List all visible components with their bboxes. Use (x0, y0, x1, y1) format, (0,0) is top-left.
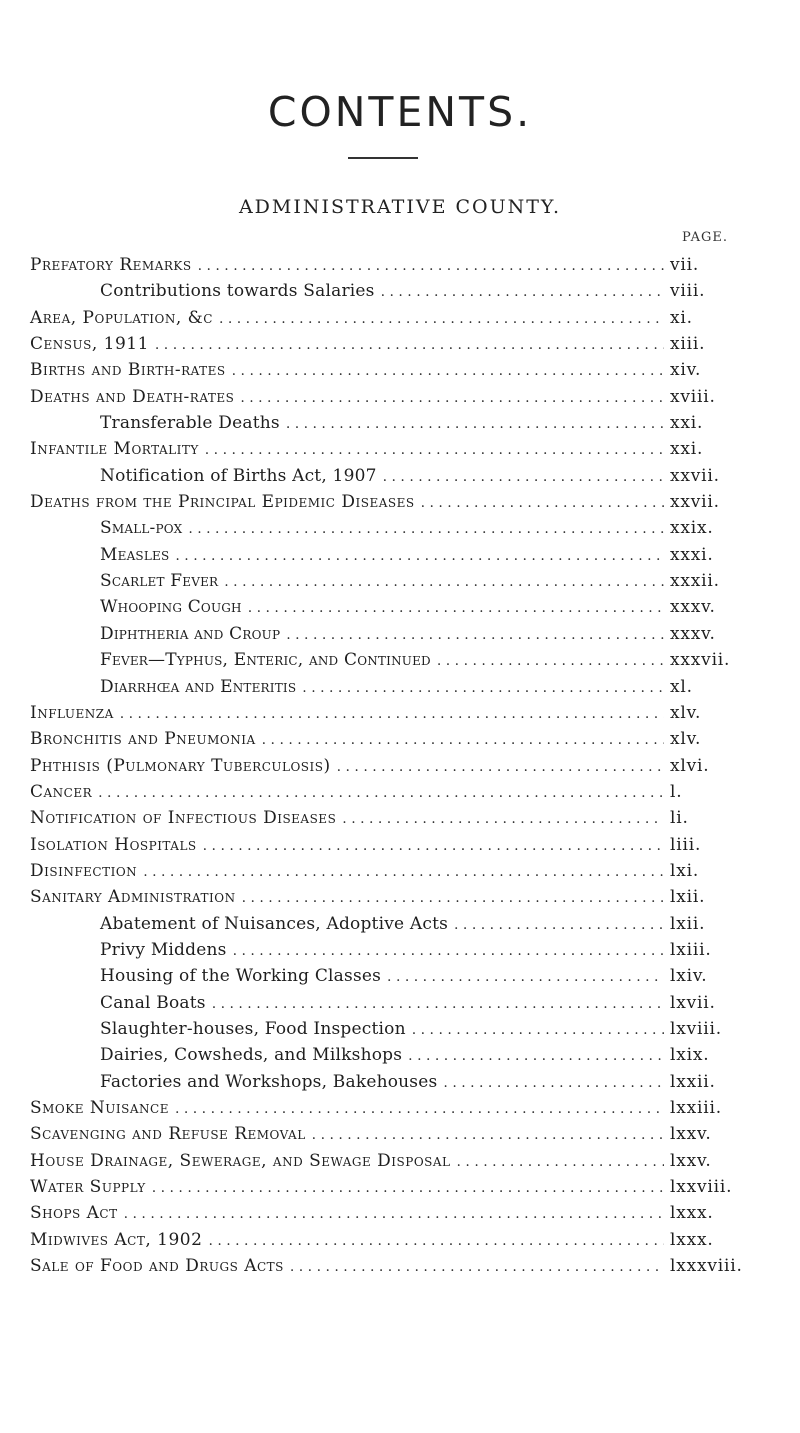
toc-entry-label: Notification of Births Act, 1907 (100, 465, 377, 486)
toc-entry-page: lxii. (670, 887, 706, 908)
dot-leader (224, 569, 664, 595)
toc-entry-page: xxi. (670, 413, 704, 434)
dot-leader (205, 437, 664, 463)
toc-entry-page: xxxii. (670, 571, 720, 592)
dot-leader (203, 833, 664, 859)
toc-entry-label: Infantile Mortality (30, 439, 199, 460)
dot-leader (437, 648, 664, 674)
toc-entry (30, 1200, 770, 1226)
toc-entry-label: Diarrhœa and Enteritis (100, 676, 297, 697)
toc-entry-page: viii. (670, 281, 706, 302)
toc-entry-page: liii. (670, 834, 702, 855)
dot-leader (454, 912, 664, 938)
toc-entry-page: lxiii. (670, 939, 712, 960)
toc-entry-page: xxxv. (670, 623, 716, 644)
toc-entry-page: l. (670, 781, 683, 802)
dot-leader (421, 490, 664, 516)
toc-entry (30, 305, 770, 331)
dot-leader (175, 1096, 664, 1122)
toc-entry (30, 805, 770, 831)
dot-leader (232, 358, 664, 384)
dot-leader (408, 1043, 664, 1069)
toc-entry (30, 1148, 770, 1174)
toc-entry (30, 700, 770, 726)
toc-entry-label: Small-pox (100, 518, 183, 539)
toc-entry-page: xxi. (670, 439, 704, 460)
dot-leader (219, 306, 664, 332)
toc-entry-label: Bronchitis and Pneumonia (30, 729, 256, 750)
toc-entry-page: li. (670, 808, 689, 829)
toc-entry-page: lxxx. (670, 1203, 714, 1224)
toc-entry-page: xiii. (670, 334, 706, 355)
toc-entry-label: Diphtheria and Croup (100, 623, 281, 644)
toc-entry-label: Deaths and Death-rates (30, 386, 235, 407)
toc-entry-page: xxxi. (670, 544, 714, 565)
toc-entry (30, 858, 770, 884)
dot-leader (286, 411, 664, 437)
toc-entry (30, 1095, 770, 1121)
toc-entry (30, 1253, 770, 1279)
toc-entry (30, 884, 770, 910)
dot-leader (124, 1201, 664, 1227)
toc-entry (30, 436, 770, 462)
toc-entry (30, 726, 770, 752)
dot-leader (342, 806, 664, 832)
toc-entry (30, 357, 770, 383)
toc-entry-label: Prefatory Remarks (30, 255, 192, 275)
dot-leader (248, 595, 664, 621)
toc-entry-page: lxii. (670, 913, 706, 934)
toc-entry-page: xlvi. (670, 755, 710, 776)
toc-entry (30, 542, 770, 568)
dot-leader (98, 780, 664, 806)
toc-entry-page: lxxxviii. (670, 1256, 743, 1277)
toc-entry-label: Transferable Deaths (100, 413, 280, 434)
toc-entry-label: Slaughter-houses, Food Inspection (100, 1018, 406, 1039)
toc-entry-label: Isolation Hospitals (30, 834, 197, 855)
toc-entry (30, 515, 770, 541)
toc-entry (30, 1016, 770, 1042)
toc-entry-label: House Drainage, Sewerage, and Sewage Disposal (30, 1150, 451, 1171)
toc-entry-page: xxvii. (670, 492, 720, 513)
toc-entry-page: xi. (670, 307, 693, 328)
dot-leader (198, 253, 664, 279)
dot-leader (381, 279, 664, 305)
toc-entry-label: Sanitary Administration (30, 887, 236, 908)
dot-leader (262, 727, 664, 753)
toc-entry-page: xviii. (670, 386, 716, 407)
toc-entry-label: Water Supply (30, 1177, 146, 1198)
toc-entry-label: Disinfection (30, 860, 138, 881)
toc-entry (30, 489, 770, 515)
dot-leader (290, 1254, 664, 1280)
toc-entry (30, 832, 770, 858)
dot-leader (188, 516, 664, 542)
dot-leader (302, 675, 664, 701)
toc-entry-page: xl. (670, 676, 693, 697)
toc-entry-page: lxvii. (670, 992, 716, 1013)
toc-entry-label: Scavenging and Refuse Removal (30, 1124, 306, 1145)
toc-entry-label: Whooping Cough (100, 597, 242, 618)
toc-entry-label: Area, Population, &c (30, 307, 213, 328)
toc-entry-label: Deaths from the Principal Epidemic Diseases (30, 492, 415, 513)
toc-entry-label: Census, 1911 (30, 334, 149, 355)
toc-entry (30, 753, 770, 779)
toc-entry-page: xxvii. (670, 465, 720, 486)
toc-entry-label: Measles (100, 544, 170, 565)
toc-entry-page: lxxv. (670, 1124, 712, 1145)
toc-entry (30, 990, 770, 1016)
dot-leader (457, 1149, 664, 1175)
toc-entry-label: Shops Act (30, 1203, 118, 1224)
toc-entry-label: Privy Middens (100, 939, 227, 960)
toc-entry-label: Factories and Workshops, Bakehouses (100, 1071, 438, 1092)
dot-leader (286, 622, 664, 648)
toc-entry (30, 1174, 770, 1200)
toc-entry (30, 463, 770, 489)
dot-leader (412, 1017, 664, 1043)
toc-entry-label: Scarlet Fever (100, 571, 219, 592)
toc-entry-label: Housing of the Working Classes (100, 966, 382, 987)
toc-entry (30, 1069, 770, 1095)
section-heading: ADMINISTRATIVE COUNTY. (238, 196, 562, 218)
dot-leader (383, 464, 664, 490)
toc-entry-page: xlv. (670, 729, 702, 750)
toc-entry-page: xiv. (670, 360, 702, 381)
toc-entry-label: Phthisis (Pulmonary Tuberculosis) (30, 755, 331, 776)
toc-entry-page: lxi. (670, 860, 700, 881)
page-column-header: PAGE. (682, 230, 728, 245)
toc-entry (30, 621, 770, 647)
page-title: CONTENTS. (267, 88, 533, 136)
toc-entry (30, 1227, 770, 1253)
dot-leader (312, 1122, 664, 1148)
toc-entry-page: lxxiii. (670, 1098, 722, 1118)
toc-entry-page: lxxx. (670, 1229, 714, 1250)
title-divider (348, 157, 418, 159)
toc-entry-label: Canal Boats (100, 992, 206, 1013)
dot-leader (443, 1070, 664, 1096)
toc-entry-page: lxxviii. (670, 1177, 733, 1198)
toc-entry-page: lxxii. (670, 1071, 716, 1092)
toc-entry-label: Contributions towards Salaries (100, 281, 375, 302)
toc-entry (30, 1121, 770, 1147)
toc-entry-page: xxxv. (670, 597, 716, 618)
toc-entry-label: Cancer (30, 781, 93, 802)
dot-leader (233, 938, 664, 964)
dot-leader (337, 754, 664, 780)
toc-entry-page: lxviii. (670, 1018, 722, 1039)
toc-entry-label: Smoke Nuisance (30, 1098, 169, 1118)
toc-entry (30, 911, 770, 937)
toc-entry-page: lxiv. (670, 966, 708, 987)
toc-entry-page: xxxvii. (670, 650, 731, 671)
dot-leader (120, 701, 664, 727)
toc-entry (30, 410, 770, 436)
toc-entry (30, 331, 770, 357)
toc-entry (30, 252, 770, 278)
dot-leader (152, 1175, 664, 1201)
toc-entry (30, 937, 770, 963)
table-of-contents (30, 252, 770, 1279)
toc-entry (30, 779, 770, 805)
toc-entry-label: Sale of Food and Drugs Acts (30, 1256, 284, 1277)
toc-entry (30, 647, 770, 673)
dot-leader (143, 859, 664, 885)
toc-entry-label: Fever—Typhus, Enteric, and Continued (100, 650, 431, 671)
toc-entry (30, 384, 770, 410)
dot-leader (242, 885, 664, 911)
dot-leader (175, 543, 664, 569)
toc-entry-page: vii. (670, 255, 700, 275)
dot-leader (387, 964, 664, 990)
toc-entry (30, 1042, 770, 1068)
toc-entry-label: Notification of Infectious Diseases (30, 808, 337, 829)
toc-entry-page: xxix. (670, 518, 714, 539)
toc-entry (30, 278, 770, 304)
dot-leader (155, 332, 664, 358)
toc-entry (30, 594, 770, 620)
toc-entry-page: lxix. (670, 1045, 710, 1066)
toc-entry-label: Dairies, Cowsheds, and Milkshops (100, 1045, 403, 1066)
toc-entry-label: Births and Birth-rates (30, 360, 226, 381)
toc-entry (30, 963, 770, 989)
dot-leader (208, 1228, 664, 1254)
toc-entry (30, 568, 770, 594)
toc-entry-label: Abatement of Nuisances, Adoptive Acts (100, 913, 449, 934)
toc-entry (30, 674, 770, 700)
toc-entry-page: xlv. (670, 702, 702, 723)
dot-leader (240, 385, 664, 411)
toc-entry-label: Midwives Act, 1902 (30, 1229, 203, 1250)
toc-entry-page: lxxv. (670, 1150, 712, 1171)
dot-leader (212, 991, 664, 1017)
toc-entry-label: Influenza (30, 702, 114, 723)
